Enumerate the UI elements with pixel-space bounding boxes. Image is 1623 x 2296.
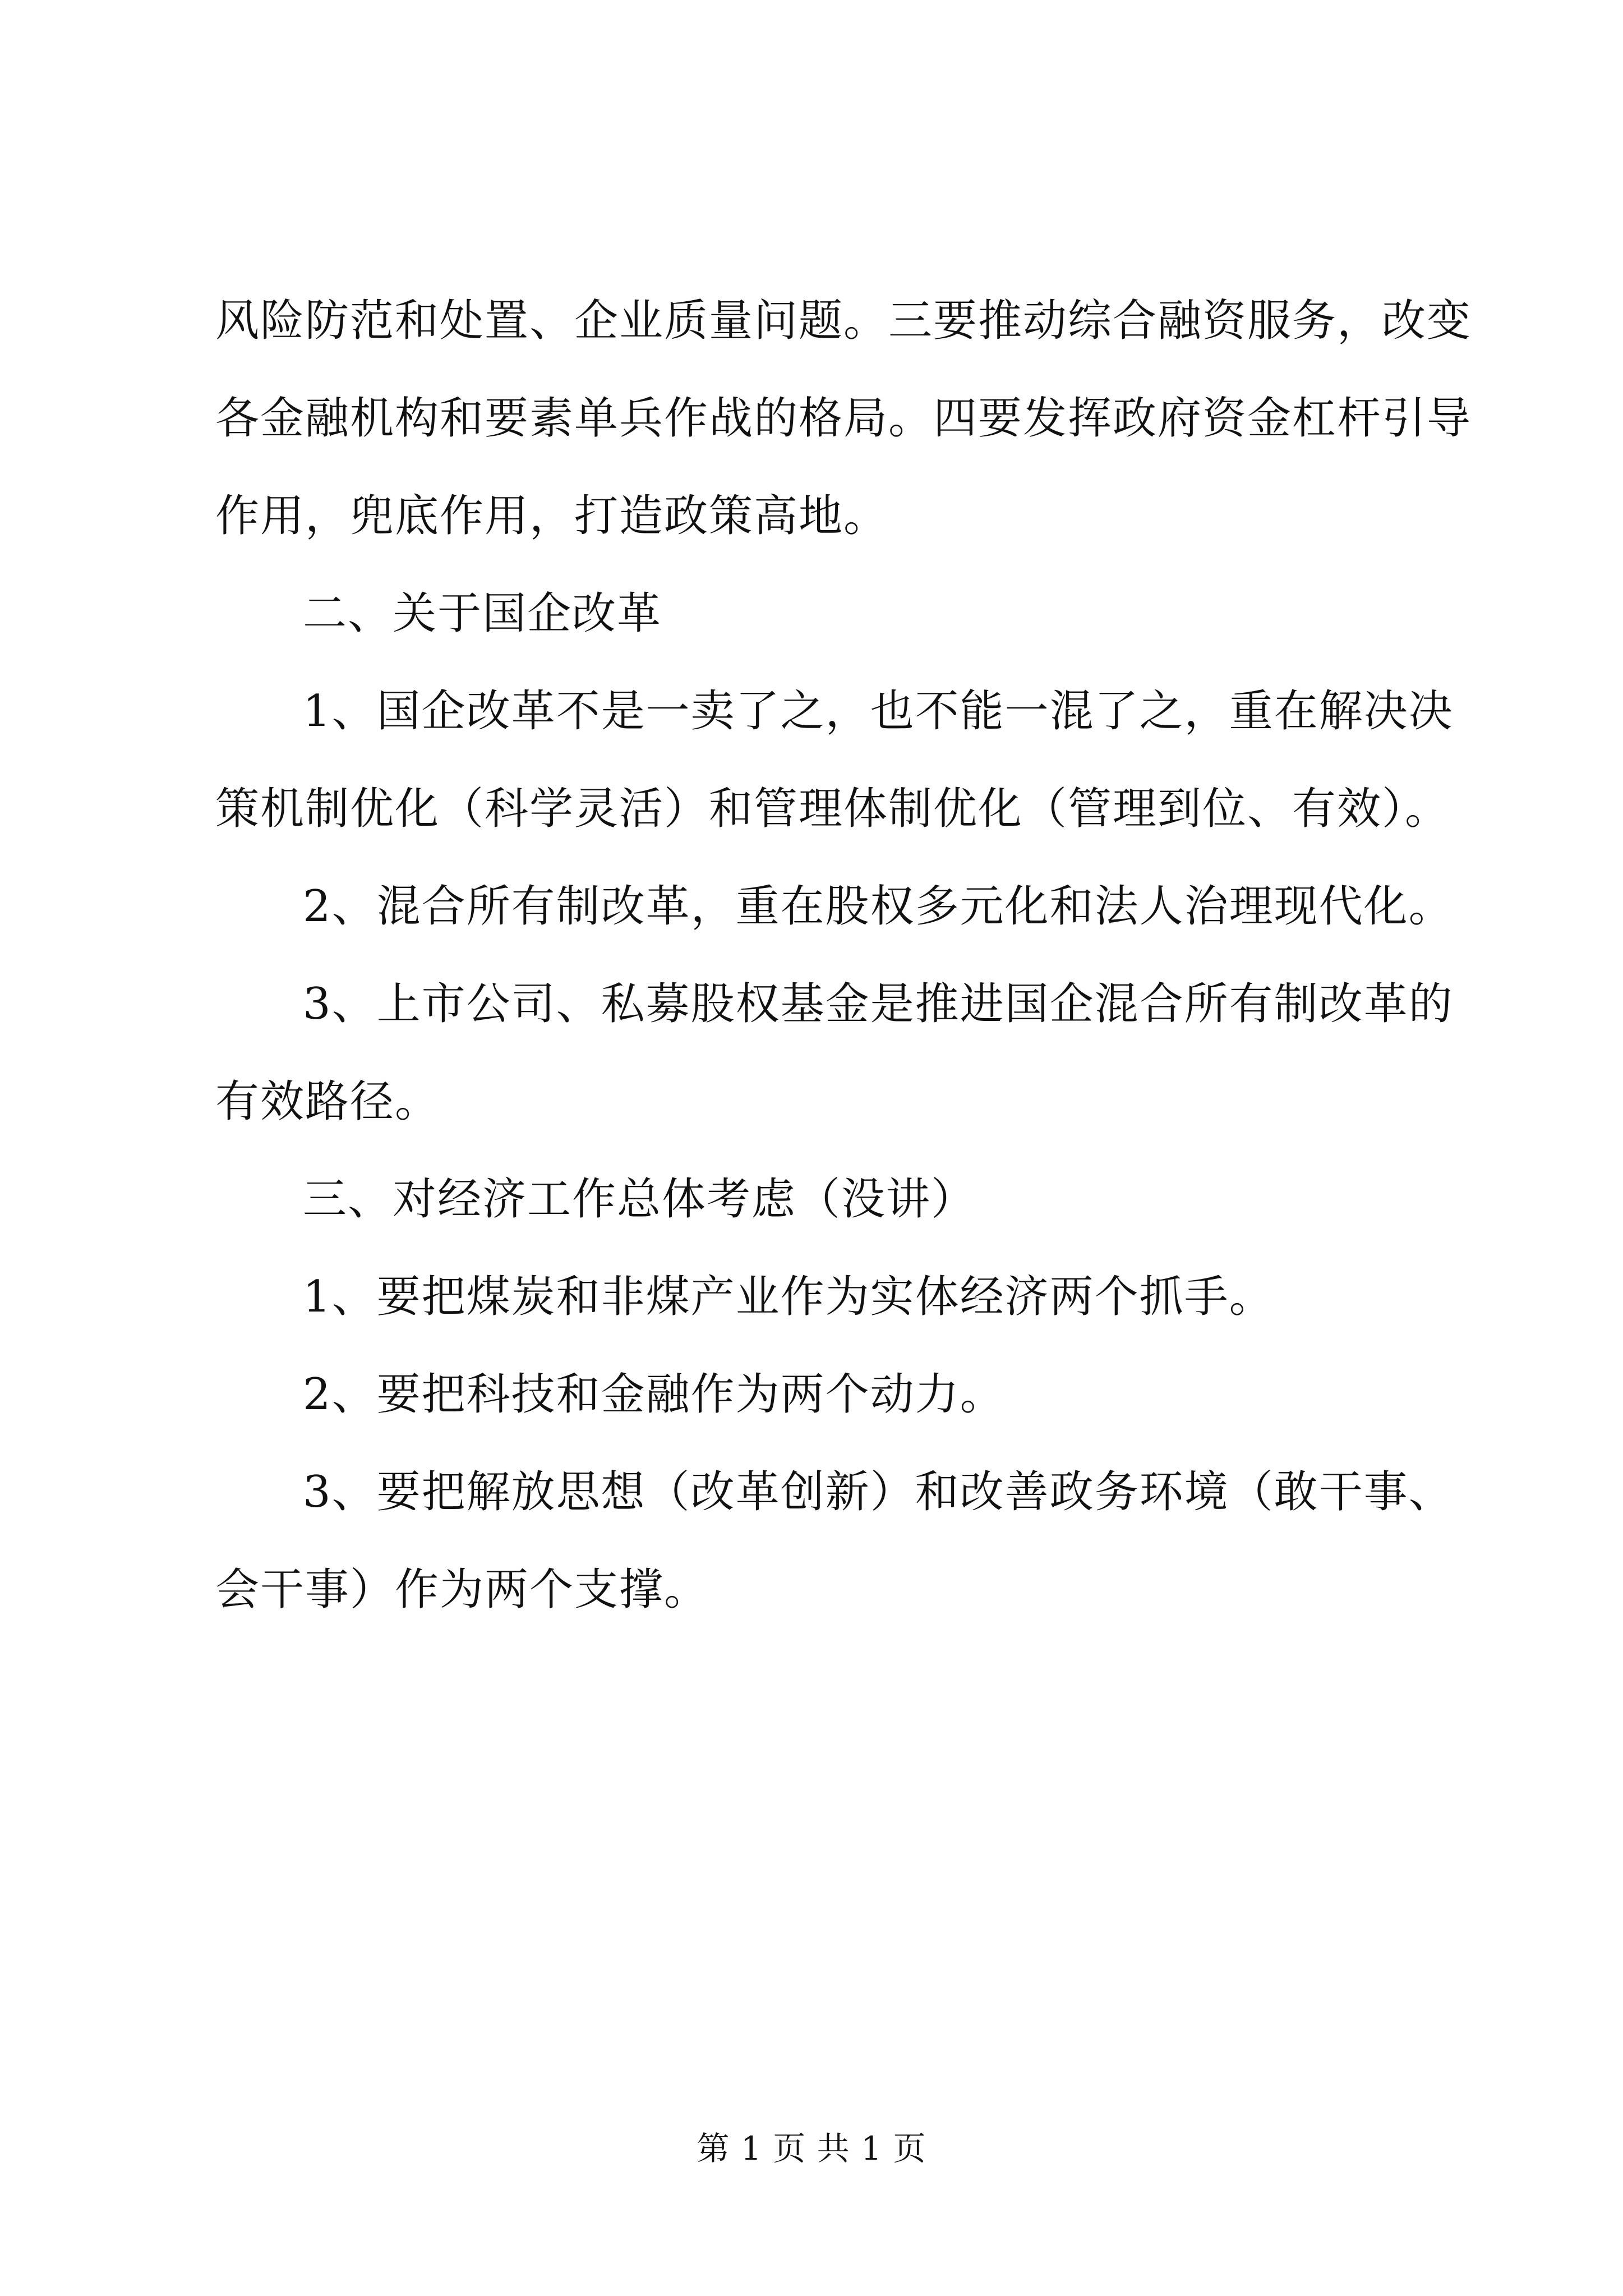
text-line: 会干事）作为两个支撑。 — [215, 1565, 709, 1615]
text-line: 1、国企改革不是一卖了之，也不能一混了之，重在解决决 — [303, 686, 1454, 737]
text-line: 作用，兜底作用，打造政策高地。 — [215, 491, 889, 541]
text-line: 2、混合所有制改革，重在股权多元化和法人治理现代化。 — [303, 881, 1454, 932]
text-line: 1、要把煤炭和非煤产业作为实体经济两个抓手。 — [303, 1272, 1274, 1322]
text-line: 风险防范和处置、企业质量问题。三要推动综合融资服务，改变 — [215, 296, 1472, 346]
page-footer: 第 1 页 共 1 页 — [697, 2129, 926, 2168]
text-line: 2、要把科技和金融作为两个动力。 — [303, 1369, 1005, 1420]
document-body — [215, 291, 1472, 1657]
text-line: 有效路径。 — [215, 1076, 440, 1127]
text-line: 3、要把解放思想（改革创新）和改善政务环境（敢干事、 — [303, 1467, 1454, 1517]
text-line: 3、上市公司、私募股权基金是推进国企混合所有制改革的 — [303, 979, 1454, 1029]
section-heading: 二、关于国企改革 — [303, 588, 662, 639]
section-heading: 三、对经济工作总体考虑（没讲） — [303, 1174, 976, 1225]
text-line: 策机制优化（科学灵活）和管理体制优化（管理到位、有效）。 — [215, 784, 1450, 834]
text-line: 各金融机构和要素单兵作战的格局。四要发挥政府资金杠杆引导 — [215, 393, 1472, 444]
